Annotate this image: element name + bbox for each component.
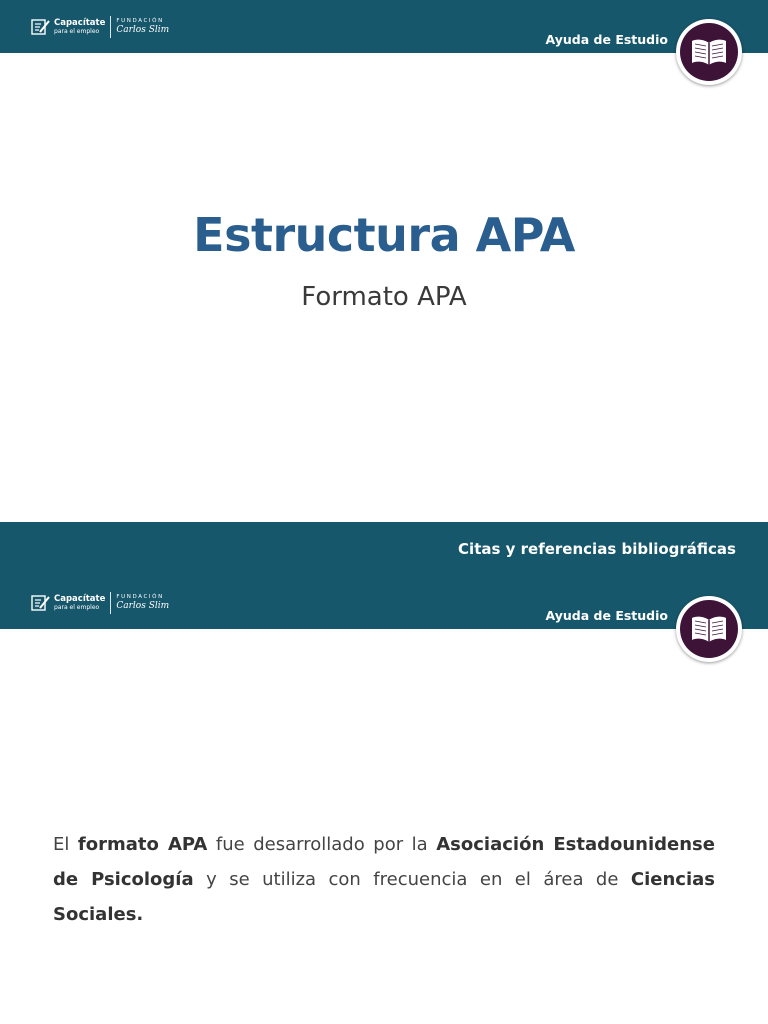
paragraph-text: fue desarrollado por la (207, 834, 437, 855)
brand-logo (31, 15, 169, 39)
brand-tagline: para el empleo (54, 27, 100, 35)
section-title: Citas y referencias bibliográficas (458, 540, 736, 558)
slide-subtitle: Formato APA (301, 282, 467, 312)
logo-divider (110, 16, 111, 38)
open-book-icon (690, 614, 728, 644)
brand-logo (31, 591, 169, 615)
brand-name: Capacítate (54, 594, 106, 605)
foundation-name: Carlos Slim (116, 25, 170, 36)
paragraph-bold: Ciencias Sociales. (53, 869, 715, 925)
apa-description-paragraph (53, 827, 715, 932)
study-help-label: Ayuda de Estudio (545, 32, 668, 47)
paragraph-text: y se utiliza con frecuencia en el área de (193, 869, 631, 890)
foundation-label: FUNDACIÓN (116, 593, 164, 600)
open-book-icon (690, 37, 728, 67)
study-help-label: Ayuda de Estudio (545, 608, 668, 623)
foundation-name: Carlos Slim (116, 601, 170, 612)
study-help-badge (676, 596, 742, 662)
study-help-badge (676, 19, 742, 85)
pencil-paper-icon (31, 594, 51, 612)
logo-divider (110, 592, 111, 614)
paragraph-text: El (53, 834, 78, 855)
paragraph-bold: formato APA (77, 834, 208, 855)
pencil-paper-icon (31, 18, 51, 36)
brand-tagline: para el empleo (54, 603, 100, 611)
slide-title: Estructura APA (193, 208, 575, 262)
foundation-label: FUNDACIÓN (116, 17, 164, 24)
paragraph-bold: Asociación Estadounidense de Psicología (53, 834, 715, 890)
brand-name: Capacítate (54, 18, 106, 29)
